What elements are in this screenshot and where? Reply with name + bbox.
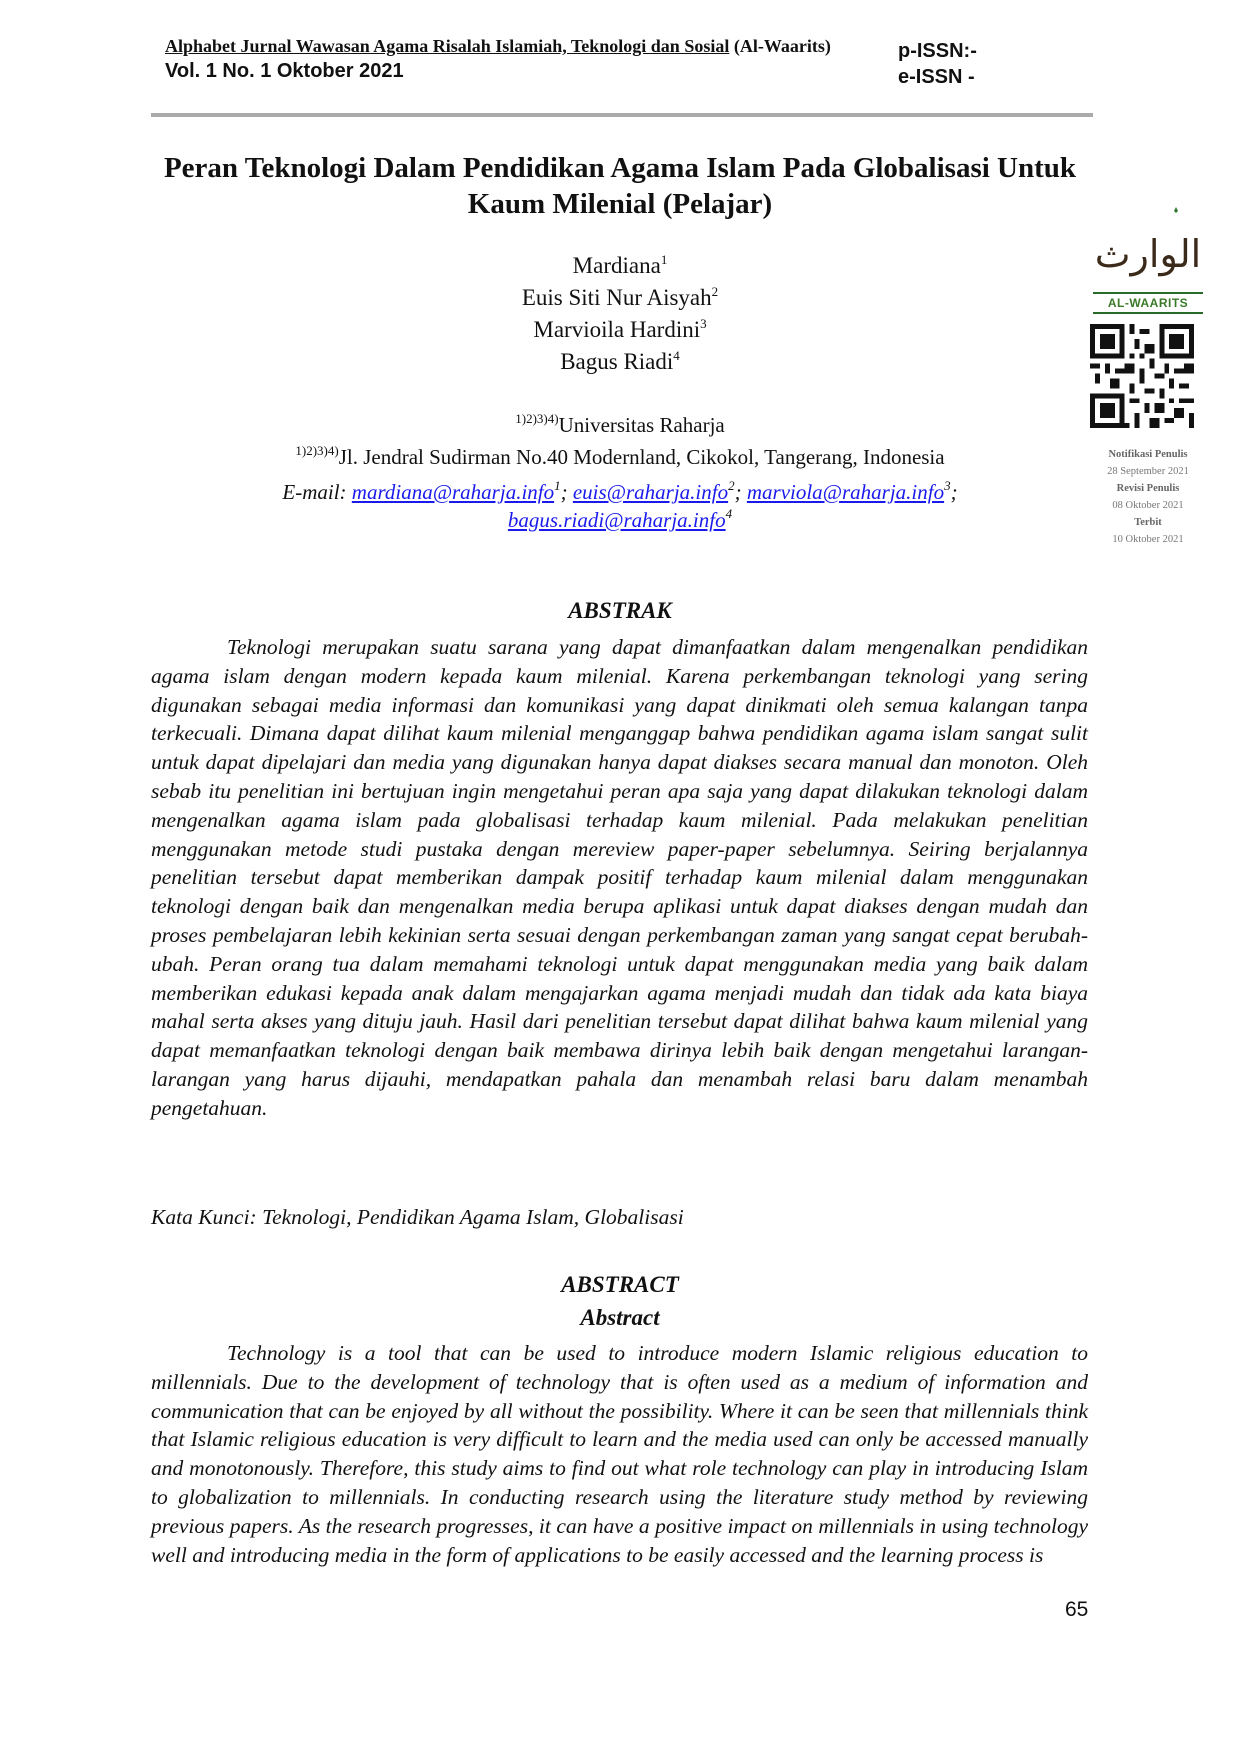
author-name: Mardiana$^1$ [572,252,668,278]
author-list [0,250,1240,378]
affiliation-university: $^{1)2)3)4)}$Universitas Raharja [515,411,725,437]
abstract-body: Technology is a tool that can be used to introduce modern Islamic religious education to millennials. Due to the development of technology that is often used as a medium of information and communication that can be enjoyed by all without the possibility. Where it can be seen that millennials think that Islamic religious education is very difficult to learn and the media used can only be accessed manually and monotonously. Therefore, this study aims to find out what role technology can play in introducing Islam to globalization to millennials. In conducting research using the literature study method by reviewing previous papers. As the research progresses, it can have a positive impact on millennials in using technology well and introducing media in the form of applications to be easily accessed and the learning process is [151,1341,1088,1567]
affiliation-address: $^{1)2)3)4)}$Jl. Jendral Sudirman No.40 Modernland, Cikokol, Tangerang, Indonesia [295,443,945,469]
abstrak-body: Teknologi merupakan suatu sarana yang dapat dimanfaatkan dalam mengenalkan pendidikan agama islam dengan modern kepada kaum milenial. Karena perkembangan teknologi yang sering digunakan sebagai media informasi dan komunikasi yang dapat dinikmati oleh semua kalangan tanpa terkecuali. Dimana dapat dilihat kaum milenial menganggap bahwa pendidikan agama islam sangat sulit untuk dapat dipelajari dan media yang digunakan hanya dapat diakses secara manual dan monoton. Oleh sebab itu penelitian ini bertujuan ingin mengetahui peran apa saja yang dapat dilakukan teknologi dalam mengenalkan agama islam pada globalisasi terhadap kaum milenial. Pada melakukan penelitian menggunakan metode studi pustaka dengan mereview paper-paper sebelumnya. Seiring berjalannya penelitian tersebut dapat memberikan dampak positif terhadap kaum milenial dalam menggunakan teknologi dengan baik dan mengenalkan media berupa aplikasi untuk dapat diakses dengan mudah dan proses pembelajaran lebih kekinian serta sesuai dengan perkembangan zaman yang sangat cepat berubah-ubah. Peran orang tua dalam memahami teknologi untuk dapat menggunakan media yang baik dalam memberikan edukasi kepada anak dalam mengajarkan agama menjadi mudah dan tidak ada kata biaya mahal serta akses yang dituju jauh. Hasil dari penelitian tersebut dapat dilihat bahwa kaum milenial yang dapat memanfaatkan teknologi dengan baik membawa dirinya lebih baik dengan mengetahui larangan-larangan yang harus dijauhi, mendapatkan pahala dan menambah relasi baru dalam menambah pengetahuan. [151,635,1088,1120]
e-issn: e-ISSN - [898,66,975,88]
header-divider [151,113,1093,117]
abstract-subheading: Abstract [580,1305,660,1330]
page-number: 65 [1065,1598,1089,1621]
author-name: Bagus Riadi$^4$ [560,348,680,374]
email-link[interactable]: bagus.riadi@raharja.info [507,508,726,532]
abstract-heading: ABSTRACT [561,1272,679,1297]
journal-header [165,36,975,57]
paper-title: Peran Teknologi Dalam Pendidikan Agama Islam Pada Globalisasi Untuk Kaum Milenial (Pelajar) [163,152,1077,220]
email-list: E-mail: mardiana@raharja.info$^1$; euis@raharja.info$^2$; marviola@raharja.info$^3$; bagus.riadi@raharja.info$^4$ [282,478,958,532]
brand-label: AL-WAARITS [1090,292,1206,314]
al-waarits-logo-icon [1088,205,1208,285]
abstrak-heading: ABSTRAK [568,598,672,623]
qr-code-icon[interactable] [1090,324,1194,428]
author-name: Euis Siti Nur Aisyah$^2$ [521,284,719,310]
email-link[interactable]: mardiana@raharja.info [351,480,555,504]
p-issn: p-ISSN:- [898,40,977,62]
journal-name: Alphabet Jurnal Wawasan Agama Risalah Islamiah, Teknologi dan Sosial (Al-Waarits) [165,36,831,56]
email-label: E-mail: [282,480,347,504]
keywords: Kata Kunci: Teknologi, Pendidikan Agama Islam, Globalisasi [151,1205,684,1229]
author-name: Marvioila Hardini$^3$ [533,316,707,342]
svg-text:الوارث: الوارث [1094,232,1202,276]
email-link[interactable]: euis@raharja.info [572,480,729,504]
submission-timeline: Notifikasi Penulis 28 September 2021 Revisi Penulis 08 Oktober 2021 Terbit 10 Oktober 2021 [1107,449,1189,545]
journal-sidebar [1088,205,1208,548]
issn-block [898,38,977,90]
email-link[interactable]: marviola@raharja.info [746,480,945,504]
volume-info: Vol. 1 No. 1 Oktober 2021 [165,60,404,82]
